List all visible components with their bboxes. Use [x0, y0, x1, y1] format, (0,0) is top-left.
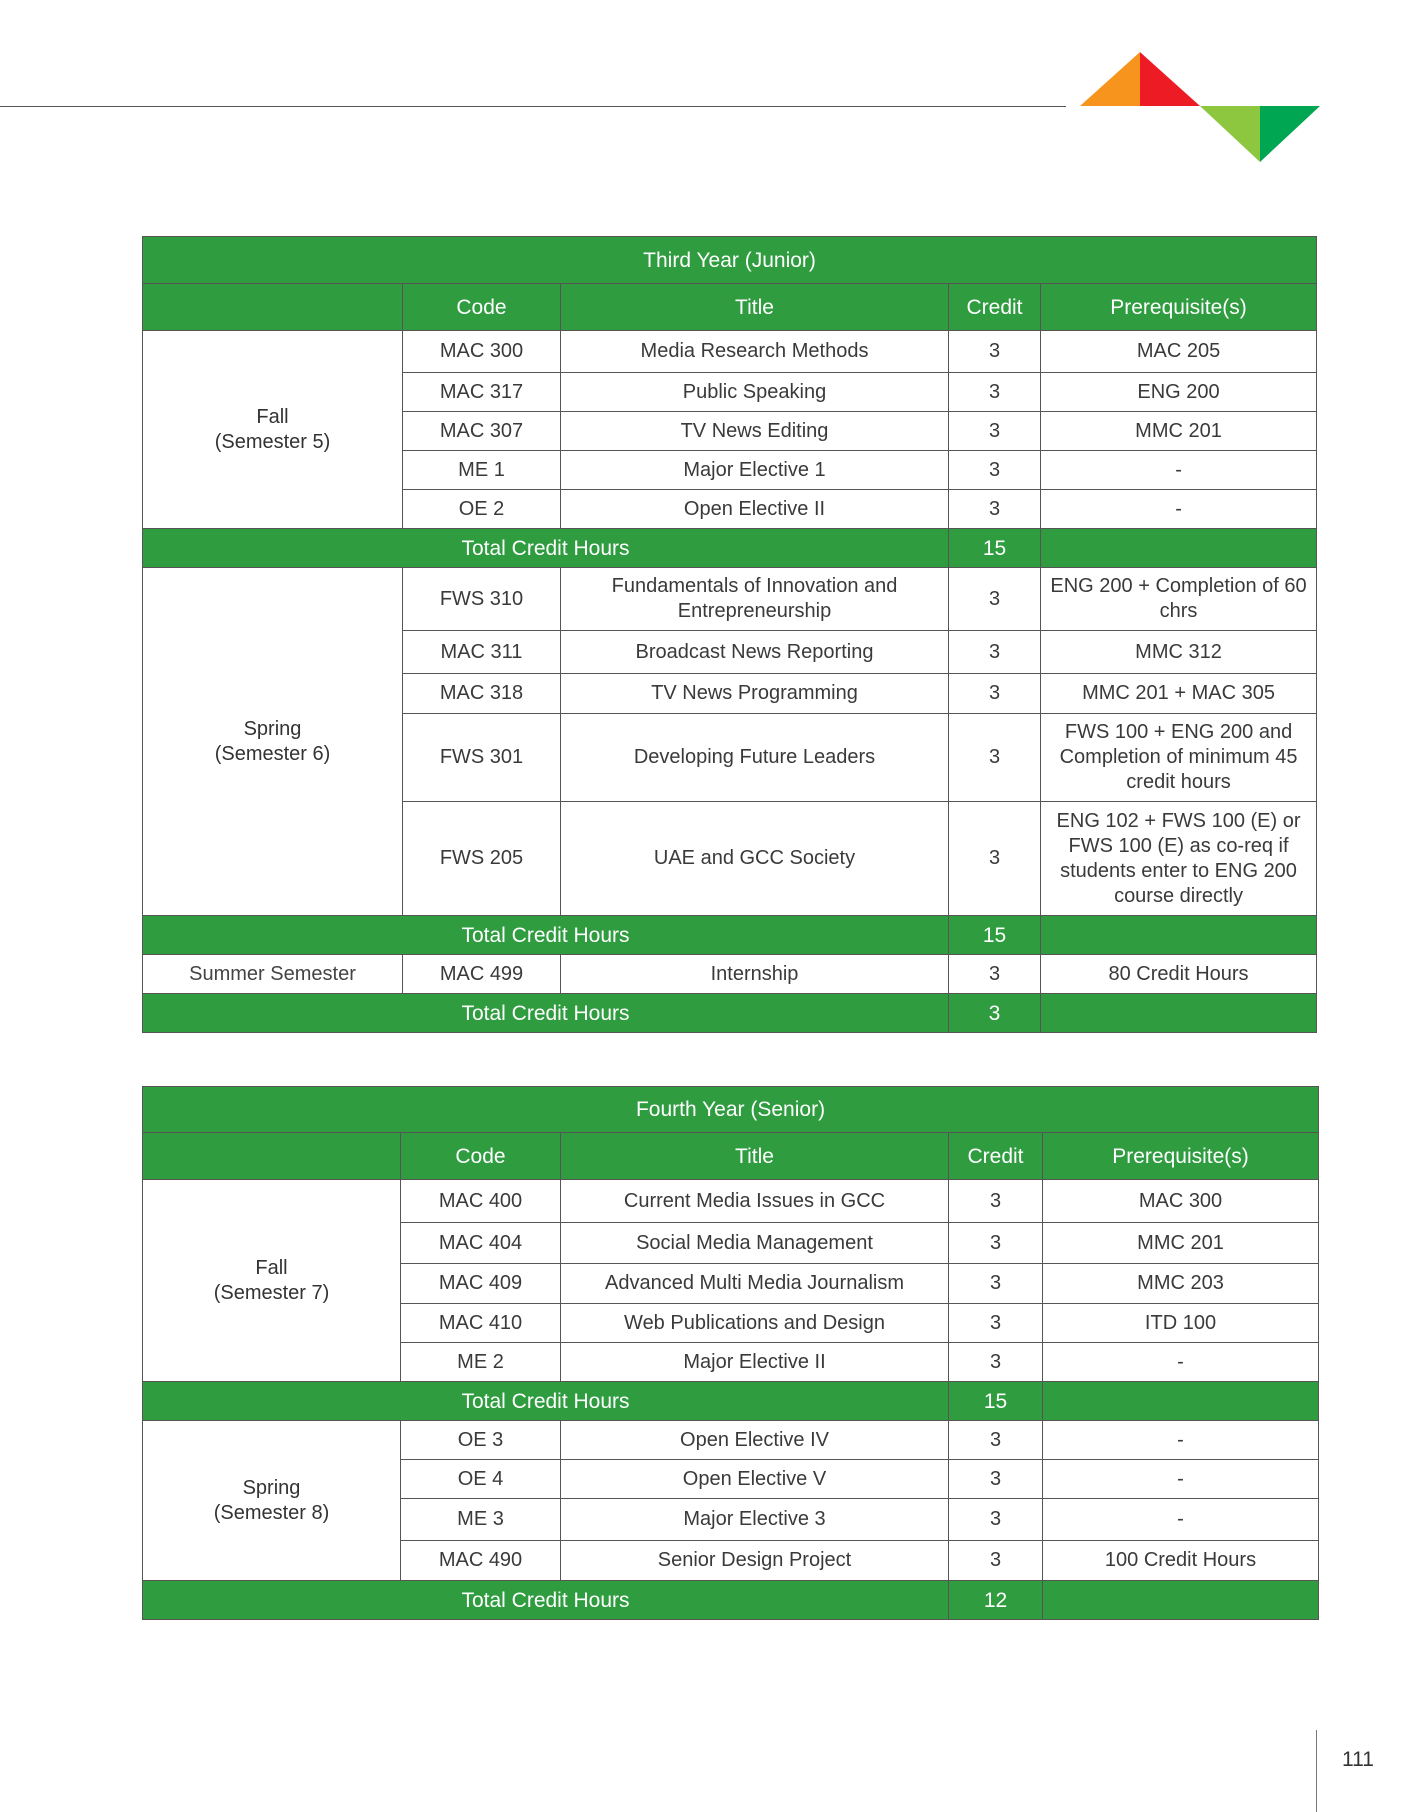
total-label: Total Credit Hours — [143, 916, 949, 955]
header-code: Code — [403, 284, 561, 331]
course-credit: 3 — [949, 674, 1041, 714]
course-credit: 3 — [949, 412, 1041, 451]
header-empty — [143, 284, 403, 331]
total-label: Total Credit Hours — [143, 1581, 949, 1620]
footer-rule — [1316, 1730, 1317, 1812]
course-credit: 3 — [949, 1304, 1043, 1343]
total-row — [143, 529, 1317, 568]
course-title: Major Elective 3 — [561, 1499, 949, 1541]
total-row — [143, 916, 1317, 955]
course-code: MAC 300 — [403, 331, 561, 373]
course-code: MAC 409 — [401, 1264, 561, 1304]
semester-label: Spring (Semester 6) — [143, 568, 403, 916]
course-credit: 3 — [949, 451, 1041, 490]
course-credit: 3 — [949, 568, 1041, 631]
semester-label: Fall (Semester 5) — [143, 331, 403, 529]
course-title: Major Elective 1 — [561, 451, 949, 490]
course-code: FWS 205 — [403, 802, 561, 916]
table-title: Fourth Year (Senior) — [143, 1087, 1319, 1133]
course-title: Open Elective V — [561, 1460, 949, 1499]
course-title: Senior Design Project — [561, 1541, 949, 1581]
course-code: OE 2 — [403, 490, 561, 529]
course-prereq: ENG 200 — [1041, 373, 1317, 412]
course-prereq: - — [1041, 451, 1317, 490]
semester-label: Spring (Semester 8) — [143, 1421, 401, 1581]
header-title: Title — [561, 284, 949, 331]
header-title: Title — [561, 1133, 949, 1180]
table-row — [143, 955, 1317, 994]
course-code: MAC 404 — [401, 1223, 561, 1264]
course-title: Major Elective II — [561, 1343, 949, 1382]
course-credit: 3 — [949, 1223, 1043, 1264]
course-prereq: 80 Credit Hours — [1041, 955, 1317, 994]
course-prereq: - — [1043, 1499, 1319, 1541]
course-code: FWS 301 — [403, 714, 561, 802]
total-empty — [1041, 916, 1317, 955]
course-prereq: MMC 201 — [1043, 1223, 1319, 1264]
total-value: 12 — [949, 1581, 1043, 1620]
course-credit: 3 — [949, 1180, 1043, 1223]
course-credit: 3 — [949, 802, 1041, 916]
course-prereq: MMC 201 + MAC 305 — [1041, 674, 1317, 714]
semester-label: Fall (Semester 7) — [143, 1180, 401, 1382]
triangle-logo-icon — [1080, 50, 1320, 162]
course-prereq: ENG 102 + FWS 100 (E) or FWS 100 (E) as co-req if students enter to ENG 200 course directly — [1041, 802, 1317, 916]
course-code: MAC 318 — [403, 674, 561, 714]
course-title: Open Elective IV — [561, 1421, 949, 1460]
course-credit: 3 — [949, 1460, 1043, 1499]
course-title: Advanced Multi Media Journalism — [561, 1264, 949, 1304]
total-value: 15 — [949, 916, 1041, 955]
total-row — [143, 1382, 1319, 1421]
course-credit: 3 — [949, 1264, 1043, 1304]
total-empty — [1041, 529, 1317, 568]
course-code: MAC 400 — [401, 1180, 561, 1223]
total-empty — [1041, 994, 1317, 1033]
course-title: Broadcast News Reporting — [561, 631, 949, 674]
course-prereq: 100 Credit Hours — [1043, 1541, 1319, 1581]
course-credit: 3 — [949, 373, 1041, 412]
header-credit: Credit — [949, 284, 1041, 331]
header-prereq: Prerequisite(s) — [1041, 284, 1317, 331]
course-code: MAC 311 — [403, 631, 561, 674]
course-credit: 3 — [949, 331, 1041, 373]
total-empty — [1043, 1581, 1319, 1620]
total-value: 15 — [949, 1382, 1043, 1421]
course-title: Public Speaking — [561, 373, 949, 412]
course-code: OE 3 — [401, 1421, 561, 1460]
fourth-year-table — [142, 1086, 1319, 1620]
course-prereq: - — [1043, 1421, 1319, 1460]
header-prereq: Prerequisite(s) — [1043, 1133, 1319, 1180]
total-label: Total Credit Hours — [143, 1382, 949, 1421]
course-prereq: FWS 100 + ENG 200 and Completion of minimum 45 credit hours — [1041, 714, 1317, 802]
course-code: OE 4 — [401, 1460, 561, 1499]
page-number: 111 — [1342, 1748, 1374, 1771]
semester-label: Summer Semester — [143, 955, 403, 994]
course-code: ME 2 — [401, 1343, 561, 1382]
course-title: Web Publications and Design — [561, 1304, 949, 1343]
table-row — [143, 1180, 1319, 1223]
course-code: MAC 499 — [403, 955, 561, 994]
course-code: FWS 310 — [403, 568, 561, 631]
course-code: MAC 317 — [403, 373, 561, 412]
course-title: TV News Editing — [561, 412, 949, 451]
course-title: TV News Programming — [561, 674, 949, 714]
total-row — [143, 994, 1317, 1033]
total-row — [143, 1581, 1319, 1620]
course-prereq: ENG 200 + Completion of 60 chrs — [1041, 568, 1317, 631]
course-credit: 3 — [949, 1421, 1043, 1460]
course-title: Fundamentals of Innovation and Entrepreneurship — [561, 568, 949, 631]
course-code: ME 3 — [401, 1499, 561, 1541]
total-label: Total Credit Hours — [143, 994, 949, 1033]
header-credit: Credit — [949, 1133, 1043, 1180]
total-value: 3 — [949, 994, 1041, 1033]
table-title: Third Year (Junior) — [143, 237, 1317, 284]
course-prereq: MAC 205 — [1041, 331, 1317, 373]
course-credit: 3 — [949, 714, 1041, 802]
course-credit: 3 — [949, 490, 1041, 529]
course-code: MAC 410 — [401, 1304, 561, 1343]
header-empty — [143, 1133, 401, 1180]
course-credit: 3 — [949, 955, 1041, 994]
course-prereq: MMC 201 — [1041, 412, 1317, 451]
course-title: Open Elective II — [561, 490, 949, 529]
table-row — [143, 331, 1317, 373]
course-code: ME 1 — [403, 451, 561, 490]
course-prereq: MMC 312 — [1041, 631, 1317, 674]
header-code: Code — [401, 1133, 561, 1180]
course-code: MAC 490 — [401, 1541, 561, 1581]
course-prereq: ITD 100 — [1043, 1304, 1319, 1343]
total-value: 15 — [949, 529, 1041, 568]
course-title: Media Research Methods — [561, 331, 949, 373]
total-label: Total Credit Hours — [143, 529, 949, 568]
course-credit: 3 — [949, 631, 1041, 674]
course-prereq: - — [1041, 490, 1317, 529]
course-code: MAC 307 — [403, 412, 561, 451]
header-rule — [0, 106, 1066, 107]
table-row — [143, 1421, 1319, 1460]
total-empty — [1043, 1382, 1319, 1421]
course-prereq: - — [1043, 1343, 1319, 1382]
course-credit: 3 — [949, 1541, 1043, 1581]
course-credit: 3 — [949, 1343, 1043, 1382]
course-credit: 3 — [949, 1499, 1043, 1541]
table-row — [143, 568, 1317, 631]
course-prereq: MMC 203 — [1043, 1264, 1319, 1304]
course-prereq: MAC 300 — [1043, 1180, 1319, 1223]
third-year-table — [142, 236, 1317, 1033]
course-title: Internship — [561, 955, 949, 994]
course-title: Social Media Management — [561, 1223, 949, 1264]
course-prereq: - — [1043, 1460, 1319, 1499]
course-title: UAE and GCC Society — [561, 802, 949, 916]
course-title: Current Media Issues in GCC — [561, 1180, 949, 1223]
course-title: Developing Future Leaders — [561, 714, 949, 802]
